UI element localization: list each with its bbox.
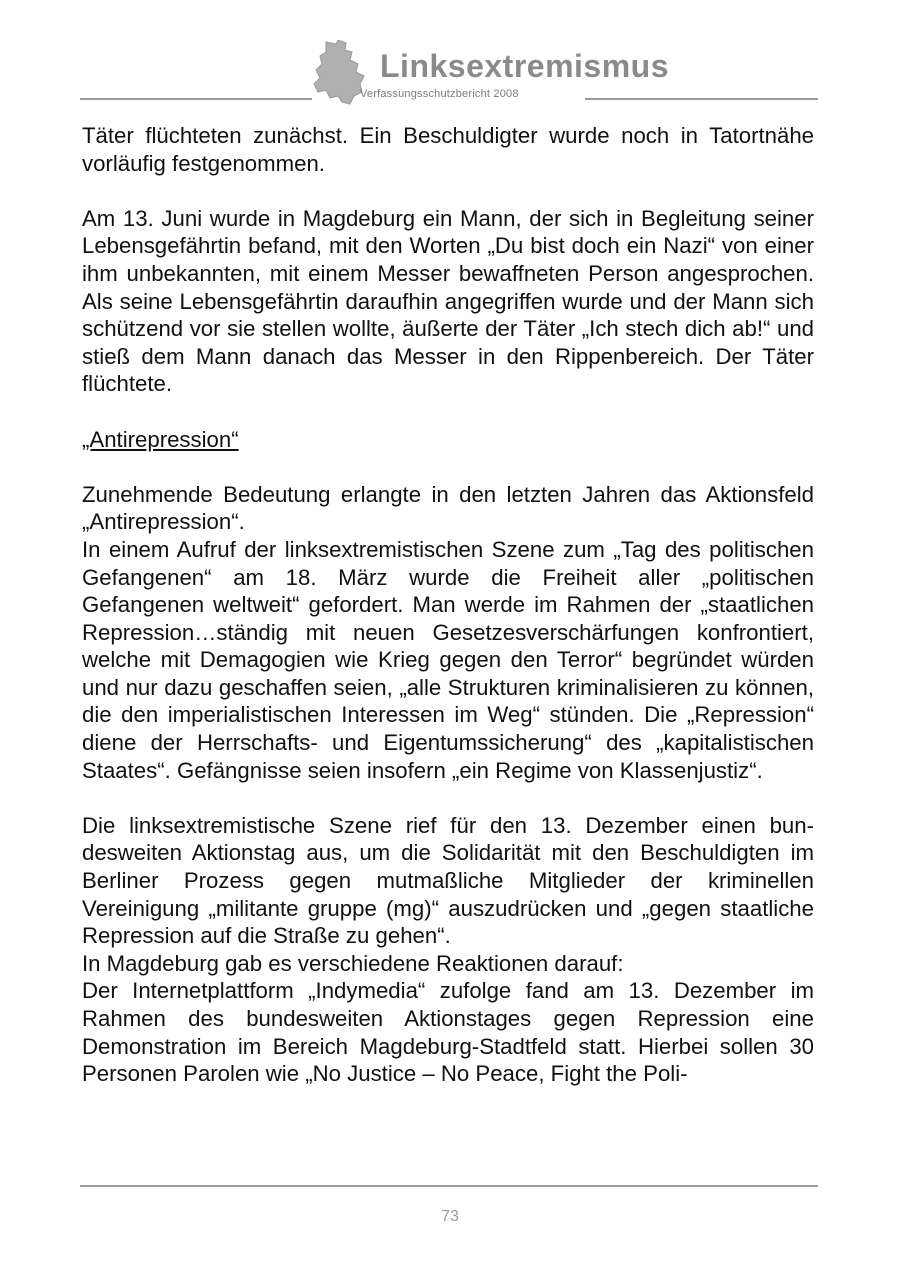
footer-rule <box>80 1185 818 1187</box>
header-rule-right <box>585 98 818 100</box>
header-rule-left <box>80 98 312 100</box>
paragraph: In einem Aufruf der linksextremistischen Szene zum „Tag des politischen Gefangenen“ am 18. März wurde die Freiheit aller „politischen Gefangenen weltweit“ gefordert. Man werde im Rahmen der „staatlichen Repression…ständig mit neuen Gesetzesverschärfungen konfrontiert, welche mit Demagogien wie Krieg gegen den Terror“ begründet würden und nur dazu geschaffen seien, „alle Strukturen kriminalisieren zu können, die den imperialistischen Interessen im Weg“ stünden. Die „Repression“ diene der Herrschafts- und Eigentumssicherung“ des „kapitalistischen Staates“. Gefängnisse seien insofern „ein Regime von Klassenjustiz“. <box>82 536 814 783</box>
paragraph: Zunehmende Bedeutung erlangte in den letzten Jahren das Aktionsfeld „Antirepression“. <box>82 481 814 535</box>
page-header <box>80 38 818 108</box>
header-subtitle: Verfassungsschutzbericht 2008 <box>360 88 519 100</box>
paragraph: Am 13. Juni wurde in Magdeburg ein Mann, der sich in Begleitung seiner Lebensgefährtin befand, mit den Worten „Du bist doch ein Nazi“ von einer ihm unbekannten, mit einem Messer bewaffneten Person angesprochen. Als seine Lebensgefährtin daraufhin angegriffen wurde und der Mann sich schützend vor sie stellen wollte, äußerte der Täter „Ich stech dich ab!“ und stieß dem Mann danach das Messer in den Rippenbereich. Der Täter flüchtete. <box>82 205 814 397</box>
paragraph: Der Internetplattform „Indymedia“ zufolge fand am 13. Dezember im Rahmen des bundesweiten Aktionstages gegen Repression eine Demonstration im Bereich Magdeburg-Stadtfeld statt. Hierbei sollen 30 Personen Parolen wie „No Justice – No Peace, Fight the Poli- <box>82 978 814 1087</box>
saxony-anhalt-map-icon <box>312 40 366 106</box>
section-heading: „Antirepression“ <box>82 426 239 452</box>
paragraph: Täter flüchteten zunächst. Ein Beschuldigter wurde noch in Tatortnähe vorläufig festgenommen. <box>82 123 814 176</box>
paragraph-gap <box>82 784 814 812</box>
paragraph-gap <box>82 177 814 205</box>
paragraph-gap <box>82 453 814 481</box>
paragraph-gap <box>82 398 814 426</box>
paragraph: Die linksextremistische Szene rief für den 13. Dezember einen bundesweiten Aktionstag aus, um die Solidarität mit den Beschuldigten im Berliner Prozess gegen mutmaßliche Mitglieder der kriminellen Vereinigung „militante gruppe (mg)“ auszudrücken und „gegen staatliche Repression auf die Straße zu gehen“. <box>82 812 814 949</box>
paragraph: In Magdeburg gab es verschiedene Reaktionen darauf: <box>82 950 624 976</box>
page-number: 73 <box>441 1208 459 1225</box>
header-title: Linksextremismus <box>380 48 670 84</box>
report-body <box>82 122 814 1088</box>
